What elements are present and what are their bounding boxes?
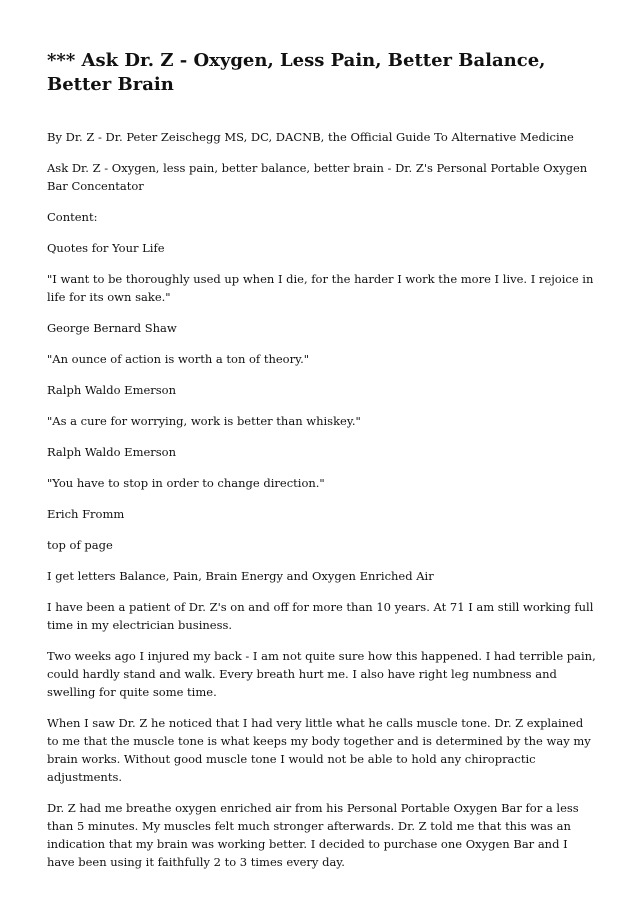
body-paragraph: Two weeks ago I injured my back - I am not quite sure how this happened. I had terrible pain, could hardly stand and walk. Every breath hurt me. I also have right leg numbness and swelling for quite some time. [47, 649, 596, 699]
quote-text: "As a cure for worrying, work is better than whiskey." [47, 414, 361, 428]
quote-text: "An ounce of action is worth a ton of theory." [47, 352, 310, 366]
page-title: *** Ask Dr. Z - Oxygen, Less Pain, Better Balance, Better Brain [47, 50, 546, 95]
quote-text: "You have to stop in order to change direction." [47, 476, 325, 490]
body-paragraph: I have been a patient of Dr. Z's on and off for more than 10 years. At 71 I am still working full time in my electrician business. [47, 600, 594, 632]
document-page [47, 49, 597, 884]
byline: By Dr. Z - Dr. Peter Zeischegg MS, DC, DACNB, the Official Guide To Alternative Medicine [47, 130, 574, 144]
content-label: Content: [47, 210, 98, 224]
body-paragraph: Dr. Z had me breathe oxygen enriched air from his Personal Portable Oxygen Bar for a less than 5 minutes. My muscles felt much stronger afterwards. Dr. Z told me that this was an indication that my brain was working better. I decided to purchase one Oxygen Bar and I have been using it faithfully 2 to 3 times every day. [47, 801, 579, 869]
quote-text: "I want to be thoroughly used up when I die, for the harder I work the more I live. I rejoice in life for its own sake." [47, 272, 594, 304]
body-paragraph: When I saw Dr. Z he noticed that I had very little what he calls muscle tone. Dr. Z explained to me that the muscle tone is what keeps my body together and is determined by the way my brain works. Without good muscle tone I would not be able to hold any chiropractic adjustments. [47, 716, 591, 784]
quote-author: Erich Fromm [47, 507, 125, 521]
section-heading-letters: I get letters Balance, Pain, Brain Energy and Oxygen Enriched Air [47, 569, 434, 583]
quote-author: Ralph Waldo Emerson [47, 445, 177, 459]
subtitle: Ask Dr. Z - Oxygen, less pain, better balance, better brain - Dr. Z's Personal Portable Oxygen Bar Concentator [47, 161, 588, 193]
quote-author: Ralph Waldo Emerson [47, 383, 177, 397]
section-heading-quotes: Quotes for Your Life [47, 241, 165, 255]
quote-author: George Bernard Shaw [47, 321, 177, 335]
top-of-page-text: top of page [47, 538, 113, 552]
